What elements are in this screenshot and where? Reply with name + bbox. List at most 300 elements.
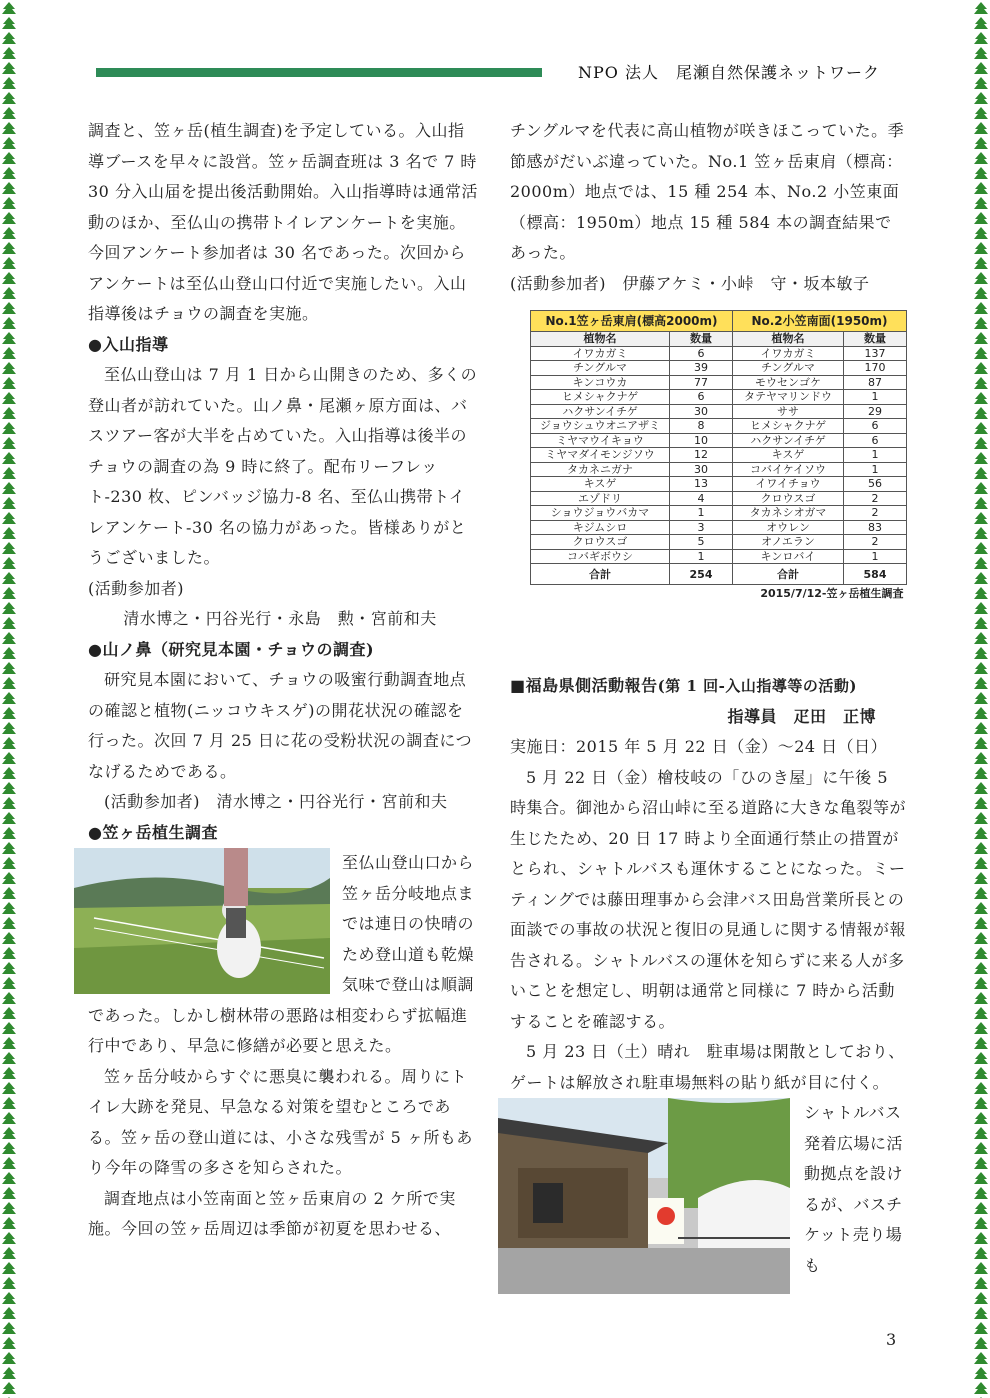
table-row: [531, 491, 907, 506]
tree-ornament: [2, 782, 16, 794]
tree-ornament: [2, 917, 16, 929]
tree-ornament: [2, 632, 16, 644]
tree-ornament: [2, 152, 16, 164]
tree-ornament: [2, 827, 16, 839]
tree-ornament: [974, 1037, 988, 1049]
tree-ornament: [2, 1277, 16, 1289]
tree-ornament: [974, 302, 988, 314]
table-group-header: No.1笠ヶ岳東肩(標高2000m): [531, 311, 733, 332]
tree-ornament: [974, 1292, 988, 1304]
tree-ornament: [2, 977, 16, 989]
page-border-right: [972, 0, 990, 1398]
count-cell: 12: [670, 448, 733, 463]
count-cell: 6: [670, 390, 733, 405]
tree-ornament: [974, 1157, 988, 1169]
plant-name-cell: ヒメシャクナゲ: [733, 419, 844, 434]
table-row: [531, 448, 907, 463]
tree-ornament: [974, 317, 988, 329]
tree-ornament: [2, 1337, 16, 1349]
tree-ornament: [974, 1112, 988, 1124]
paragraph: 5 月 23 日（土）晴れ 駐車場は閑散としており、ゲートは解放され駐車場無料の貼り紙が目に付く。: [510, 1042, 905, 1092]
table-column-header: 植物名: [733, 332, 844, 347]
tree-ornament: [2, 1202, 16, 1214]
tree-ornament: [2, 77, 16, 89]
tree-ornament: [974, 932, 988, 944]
tree-ornament: [2, 797, 16, 809]
table-total-value: 584: [844, 564, 907, 585]
tree-ornament: [974, 647, 988, 659]
tree-ornament: [2, 1187, 16, 1199]
tree-ornament: [2, 362, 16, 374]
tree-ornament: [2, 377, 16, 389]
column-right: [510, 116, 906, 1298]
tree-ornament: [2, 242, 16, 254]
table-row: [531, 346, 907, 361]
tree-ornament: [2, 992, 16, 1004]
table-row: [531, 535, 907, 550]
tree-ornament: [2, 227, 16, 239]
plant-name-cell: オウレン: [733, 520, 844, 535]
tree-ornament: [974, 797, 988, 809]
count-cell: 6: [670, 346, 733, 361]
table-row: [531, 462, 907, 477]
tree-ornament: [2, 197, 16, 209]
table-row: [531, 390, 907, 405]
bus-stop-photo: [498, 1098, 790, 1294]
count-cell: 30: [670, 404, 733, 419]
plant-name-cell: クロウスゴ: [531, 535, 670, 550]
table-note: 2015/7/12-笠ヶ岳植生調査: [760, 586, 904, 600]
count-cell: 5: [670, 535, 733, 550]
count-cell: 170: [844, 361, 907, 376]
tree-ornament: [2, 167, 16, 179]
count-cell: 137: [844, 346, 907, 361]
tree-ornament: [2, 722, 16, 734]
tree-ornament: [974, 857, 988, 869]
count-cell: 1: [844, 549, 907, 564]
tree-ornament: [974, 182, 988, 194]
author: 指導員 疋田 正博: [727, 706, 876, 726]
tree-ornament: [974, 812, 988, 824]
tree-ornament: [2, 512, 16, 524]
tree-ornament: [974, 752, 988, 764]
tree-ornament: [974, 407, 988, 419]
count-cell: 1: [844, 462, 907, 477]
paragraph: 研究見本園において、チョウの吸蜜行動調査地点の確認と植物(ニッコウキスゲ)の開花状況の確認を行った。次回 7 月 25 日に花の受粉状況の調査につなげるためである。: [88, 670, 473, 781]
tree-ornament: [2, 1232, 16, 1244]
plant-name-cell: ミヤマダイモンジソウ: [531, 448, 670, 463]
tree-ornament: [974, 467, 988, 479]
tree-ornament: [2, 1307, 16, 1319]
tree-ornament: [2, 437, 16, 449]
tree-ornament: [2, 107, 16, 119]
tree-ornament: [2, 602, 16, 614]
tree-ornament: [974, 392, 988, 404]
count-cell: 10: [670, 433, 733, 448]
tree-ornament: [2, 767, 16, 779]
tree-ornament: [2, 62, 16, 74]
tree-ornament: [974, 1202, 988, 1214]
plant-name-cell: クロウスゴ: [733, 491, 844, 506]
count-cell: 2: [844, 535, 907, 550]
plant-name-cell: キンロバイ: [733, 549, 844, 564]
tree-ornament: [974, 662, 988, 674]
count-cell: 2: [844, 491, 907, 506]
tree-ornament: [2, 182, 16, 194]
tree-ornament: [2, 1067, 16, 1079]
tree-ornament: [2, 212, 16, 224]
tree-ornament: [2, 1322, 16, 1334]
date-line: 実施日：2015 年 5 月 22 日（金）～24 日（日）: [510, 737, 888, 756]
tree-ornament: [974, 1367, 988, 1379]
tree-ornament: [974, 272, 988, 284]
tree-ornament: [974, 17, 988, 29]
tree-ornament: [974, 287, 988, 299]
plant-name-cell: イワカガミ: [733, 346, 844, 361]
tree-ornament: [974, 1172, 988, 1184]
tree-ornament: [974, 917, 988, 929]
tree-ornament: [2, 1007, 16, 1019]
tree-ornament: [2, 47, 16, 59]
tree-ornament: [2, 1172, 16, 1184]
tree-ornament: [2, 647, 16, 659]
count-cell: 83: [844, 520, 907, 535]
tree-ornament: [2, 1127, 16, 1139]
section-heading: ●笠ヶ岳植生調査: [88, 822, 218, 842]
tree-ornament: [974, 887, 988, 899]
plant-name-cell: エゾドリ: [531, 491, 670, 506]
tree-ornament: [974, 1217, 988, 1229]
tree-ornament: [974, 1382, 988, 1394]
tree-ornament: [2, 92, 16, 104]
tree-ornament: [974, 167, 988, 179]
plant-name-cell: コバイケイソウ: [733, 462, 844, 477]
plant-name-cell: タテヤマリンドウ: [733, 390, 844, 405]
table-row: [531, 477, 907, 492]
paragraph: 調査と、笠ヶ岳(植生調査)を予定している。入山指導ブースを早々に設営。笠ヶ岳調査班は 3 名で 7 時 30 分入山届を提出後活動開始。入山指導時は通常活動のほか、至仏山の携帯トイレアンケートを実施。今回アンケート参加者は 30 名であった。次回からアンケートは至仏山登山口付近で実施したい。入山指導後はチョウの調査を実施。: [88, 121, 478, 323]
plant-name-cell: キジムシロ: [531, 520, 670, 535]
tree-ornament: [974, 977, 988, 989]
tree-ornament: [2, 257, 16, 269]
tree-ornament: [974, 1232, 988, 1244]
paragraph: 調査地点は小笠南面と笠ヶ岳東肩の 2 ケ所で実施。今回の笠ヶ岳周辺は季節が初夏を思わせる、: [88, 1188, 456, 1238]
tree-ornament: [2, 347, 16, 359]
plant-name-cell: キンコウカ: [531, 375, 670, 390]
tree-ornament: [2, 677, 16, 689]
tree-ornament: [974, 1082, 988, 1094]
tree-ornament: [974, 782, 988, 794]
tree-ornament: [974, 842, 988, 854]
tree-ornament: [2, 812, 16, 824]
section-heading: ■福島県側活動報告(第 1 回-入山指導等の活動): [510, 676, 857, 695]
count-cell: 4: [670, 491, 733, 506]
table-column-header: 数量: [844, 332, 907, 347]
tree-ornament: [2, 497, 16, 509]
plant-name-cell: オノエラン: [733, 535, 844, 550]
count-cell: 6: [844, 433, 907, 448]
table-row: [531, 549, 907, 564]
tree-ornament: [974, 1277, 988, 1289]
tree-ornament: [2, 272, 16, 284]
table-column-header: 数量: [670, 332, 733, 347]
tree-ornament: [974, 947, 988, 959]
tree-ornament: [2, 662, 16, 674]
table-total-label: 合計: [733, 564, 844, 585]
tree-ornament: [974, 377, 988, 389]
count-cell: 13: [670, 477, 733, 492]
tree-ornament: [974, 197, 988, 209]
tree-ornament: [2, 887, 16, 899]
count-cell: 30: [670, 462, 733, 477]
count-cell: 6: [844, 419, 907, 434]
plant-name-cell: ササ: [733, 404, 844, 419]
count-cell: 56: [844, 477, 907, 492]
tree-ornament: [2, 1292, 16, 1304]
tree-ornament: [2, 1022, 16, 1034]
tree-ornament: [974, 482, 988, 494]
tree-ornament: [974, 77, 988, 89]
tree-ornament: [974, 572, 988, 584]
tree-ornament: [2, 557, 16, 569]
tree-ornament: [2, 482, 16, 494]
tree-ornament: [2, 332, 16, 344]
tree-ornament: [974, 2, 988, 14]
plant-name-cell: チングルマ: [531, 361, 670, 376]
tree-ornament: [974, 707, 988, 719]
table-row: [531, 506, 907, 521]
plant-name-cell: イワイチョウ: [733, 477, 844, 492]
count-cell: 3: [670, 520, 733, 535]
plant-name-cell: ハクサンイチゲ: [733, 433, 844, 448]
tree-ornament: [2, 947, 16, 959]
tree-ornament: [974, 152, 988, 164]
tree-ornament: [2, 407, 16, 419]
count-cell: 2: [844, 506, 907, 521]
plant-name-cell: ジョウシュウオニアザミ: [531, 419, 670, 434]
page-number: 3: [886, 1330, 897, 1349]
tree-ornament: [2, 137, 16, 149]
count-cell: 1: [670, 506, 733, 521]
tree-ornament: [974, 692, 988, 704]
tree-ornament: [974, 1067, 988, 1079]
tree-ornament: [2, 587, 16, 599]
paragraph: 5 月 22 日（金）檜枝岐の「ひのき屋」に午後 5 時集合。御池から沼山峠に至る道路に大きな亀裂等が生じたため、20 日 17 時より全面通行禁止の措置がとられ、シャトルバスも運休することになった。ミーティングでは藤田理事から会津バス田島営業所長との面談での事故の状況と復旧の見通しに関する情報が報告される。シャトルバスの運休を知らずに来る人が多いことを想定し、明朝は通常と同様に 7 時から活動することを確認する。: [510, 767, 907, 1031]
survey-photo: [74, 848, 330, 994]
tree-ornament: [2, 527, 16, 539]
tree-ornament: [2, 1112, 16, 1124]
plant-name-cell: ミヤマウイキョウ: [531, 433, 670, 448]
tree-ornament: [2, 617, 16, 629]
tree-ornament: [2, 932, 16, 944]
tree-ornament: [2, 692, 16, 704]
tree-ornament: [974, 542, 988, 554]
tree-ornament: [974, 242, 988, 254]
tree-ornament: [974, 92, 988, 104]
tree-ornament: [2, 422, 16, 434]
tree-ornament: [2, 902, 16, 914]
tree-ornament: [2, 287, 16, 299]
tree-ornament: [974, 512, 988, 524]
survey-table: [530, 310, 907, 601]
header-title: NPO 法人 尾瀬自然保護ネットワーク: [578, 63, 880, 82]
tree-ornament: [2, 1247, 16, 1259]
tree-ornament: [2, 962, 16, 974]
paragraph: 笠ヶ岳分岐からすぐに悪臭に襲われる。周りにトイレ大跡を発見、早急なる対策を望むところである。笠ヶ岳の登山道には、小さな残雪が 5 ヶ所もあり今年の降雪の多さを知らされた。: [88, 1066, 473, 1177]
tree-ornament: [974, 1262, 988, 1274]
count-cell: 1: [670, 549, 733, 564]
tree-ornament: [2, 1097, 16, 1109]
tree-ornament: [974, 962, 988, 974]
tree-ornament: [2, 737, 16, 749]
count-cell: 87: [844, 375, 907, 390]
table-column-header: 植物名: [531, 332, 670, 347]
column-left: [88, 116, 480, 1245]
tree-ornament: [974, 47, 988, 59]
plant-name-cell: ショウジョウバカマ: [531, 506, 670, 521]
table-row: [531, 520, 907, 535]
participants: (活動参加者) 伊藤アケミ・小峠 守・坂本敏子: [510, 273, 870, 293]
count-cell: 29: [844, 404, 907, 419]
plant-name-cell: タカネニガナ: [531, 462, 670, 477]
count-cell: 8: [670, 419, 733, 434]
tree-ornament: [2, 872, 16, 884]
tree-ornament: [2, 122, 16, 134]
tree-ornament: [974, 1337, 988, 1349]
tree-ornament: [2, 572, 16, 584]
tree-ornament: [2, 1052, 16, 1064]
tree-ornament: [974, 437, 988, 449]
tree-ornament: [974, 497, 988, 509]
tree-ornament: [974, 422, 988, 434]
plant-name-cell: キスゲ: [733, 448, 844, 463]
tree-ornament: [974, 767, 988, 779]
tree-ornament: [2, 1367, 16, 1379]
tree-ornament: [2, 302, 16, 314]
tree-ornament: [2, 452, 16, 464]
section-heading: ●入山指導: [88, 334, 169, 354]
tree-ornament: [974, 1127, 988, 1139]
tree-ornament: [2, 1262, 16, 1274]
tree-ornament: [2, 707, 16, 719]
paragraph: (活動参加者): [88, 578, 184, 598]
table-group-header: No.2小笠南面(1950m): [733, 311, 907, 332]
table-row: [531, 375, 907, 390]
tree-ornament: [2, 1082, 16, 1094]
tree-ornament: [974, 362, 988, 374]
tree-ornament: [2, 2, 16, 14]
count-cell: 77: [670, 375, 733, 390]
table-total-label: 合計: [531, 564, 670, 585]
tree-ornament: [2, 542, 16, 554]
tree-ornament: [974, 602, 988, 614]
tree-ornament: [2, 1352, 16, 1364]
plant-name-cell: モウセンゴケ: [733, 375, 844, 390]
paragraph: チングルマを代表に高山植物が咲きほこっていた。季節感がだいぶ違っていた。No.1 笠ヶ岳東肩（標高：2000m）地点では、15 種 254 本、No.2 小笠東面（標高：1950m）地点 15 種 584 本の調査結果であった。: [510, 121, 905, 262]
tree-ornament: [974, 62, 988, 74]
plant-name-cell: キスゲ: [531, 477, 670, 492]
paragraph: 至仏山登山は 7 月 1 日から山開きのため、多くの登山者が訪れていた。山ノ鼻・尾瀬ヶ原方面は、バスツアー客が大半を占めていた。入山指導は後半のチョウの調査の為 9 時に終了。配布リーフレット-230 枚、ピンバッジ協力-8 名、至仏山携帯トイレアンケート-30 名の協力があった。皆様ありがとうございました。: [88, 365, 478, 567]
tree-ornament: [2, 1217, 16, 1229]
tree-ornament: [974, 1142, 988, 1154]
tree-ornament: [974, 1187, 988, 1199]
tree-ornament: [974, 1352, 988, 1364]
table-row: [531, 361, 907, 376]
table-row: [531, 419, 907, 434]
participants: (活動参加者) 清水博之・円谷光行・宮前和夫: [104, 792, 448, 811]
tree-ornament: [974, 1007, 988, 1019]
tree-ornament: [2, 32, 16, 44]
tree-ornament: [974, 122, 988, 134]
paragraph: シャトルバス発着広場に活動拠点を設けるが、バスチケット売り場も: [804, 1103, 904, 1275]
tree-ornament: [974, 617, 988, 629]
participants: 清水博之・円谷光行・永島 勲・宮前和夫: [123, 609, 437, 628]
table-row: [531, 433, 907, 448]
tree-ornament: [974, 587, 988, 599]
plant-name-cell: コバギボウシ: [531, 549, 670, 564]
plant-name-cell: タカネシオガマ: [733, 506, 844, 521]
tree-ornament: [2, 752, 16, 764]
table-row: [531, 404, 907, 419]
tree-ornament: [974, 137, 988, 149]
plant-name-cell: ヒメシャクナゲ: [531, 390, 670, 405]
tree-ornament: [974, 1097, 988, 1109]
tree-ornament: [2, 467, 16, 479]
tree-ornament: [974, 827, 988, 839]
tree-ornament: [2, 857, 16, 869]
tree-ornament: [974, 1052, 988, 1064]
tree-ornament: [2, 17, 16, 29]
section-heading: ●山ノ鼻（研究見本園・チョウの調査): [88, 639, 375, 659]
tree-ornament: [974, 212, 988, 224]
tree-ornament: [2, 392, 16, 404]
tree-ornament: [974, 347, 988, 359]
tree-ornament: [974, 1307, 988, 1319]
paragraph: 至仏山登山口から笠ヶ岳分岐地点までは連日の快晴のため登山道も乾燥気味で登山は順調であった。しかし樹林帯の悪路は相変わらず拡幅進行中であり、早急に修繕が必要と思えた。: [88, 853, 475, 1055]
page-border-left: [0, 0, 18, 1398]
tree-ornament: [974, 902, 988, 914]
count-cell: 1: [844, 448, 907, 463]
tree-ornament: [2, 1157, 16, 1169]
count-cell: 39: [670, 361, 733, 376]
tree-ornament: [2, 1142, 16, 1154]
tree-ornament: [2, 317, 16, 329]
tree-ornament: [974, 32, 988, 44]
tree-ornament: [2, 842, 16, 854]
tree-ornament: [974, 722, 988, 734]
tree-ornament: [974, 1322, 988, 1334]
tree-ornament: [974, 632, 988, 644]
tree-ornament: [974, 1247, 988, 1259]
tree-ornament: [974, 737, 988, 749]
plant-name-cell: イワカガミ: [531, 346, 670, 361]
count-cell: 1: [844, 390, 907, 405]
tree-ornament: [974, 527, 988, 539]
tree-ornament: [974, 992, 988, 1004]
plant-name-cell: ハクサンイチゲ: [531, 404, 670, 419]
tree-ornament: [974, 1022, 988, 1034]
tree-ornament: [974, 257, 988, 269]
table-total-value: 254: [670, 564, 733, 585]
tree-ornament: [974, 677, 988, 689]
tree-ornament: [974, 557, 988, 569]
plant-name-cell: チングルマ: [733, 361, 844, 376]
tree-ornament: [974, 872, 988, 884]
tree-ornament: [974, 332, 988, 344]
tree-ornament: [974, 452, 988, 464]
tree-ornament: [2, 1037, 16, 1049]
tree-ornament: [2, 1382, 16, 1394]
tree-ornament: [974, 227, 988, 239]
